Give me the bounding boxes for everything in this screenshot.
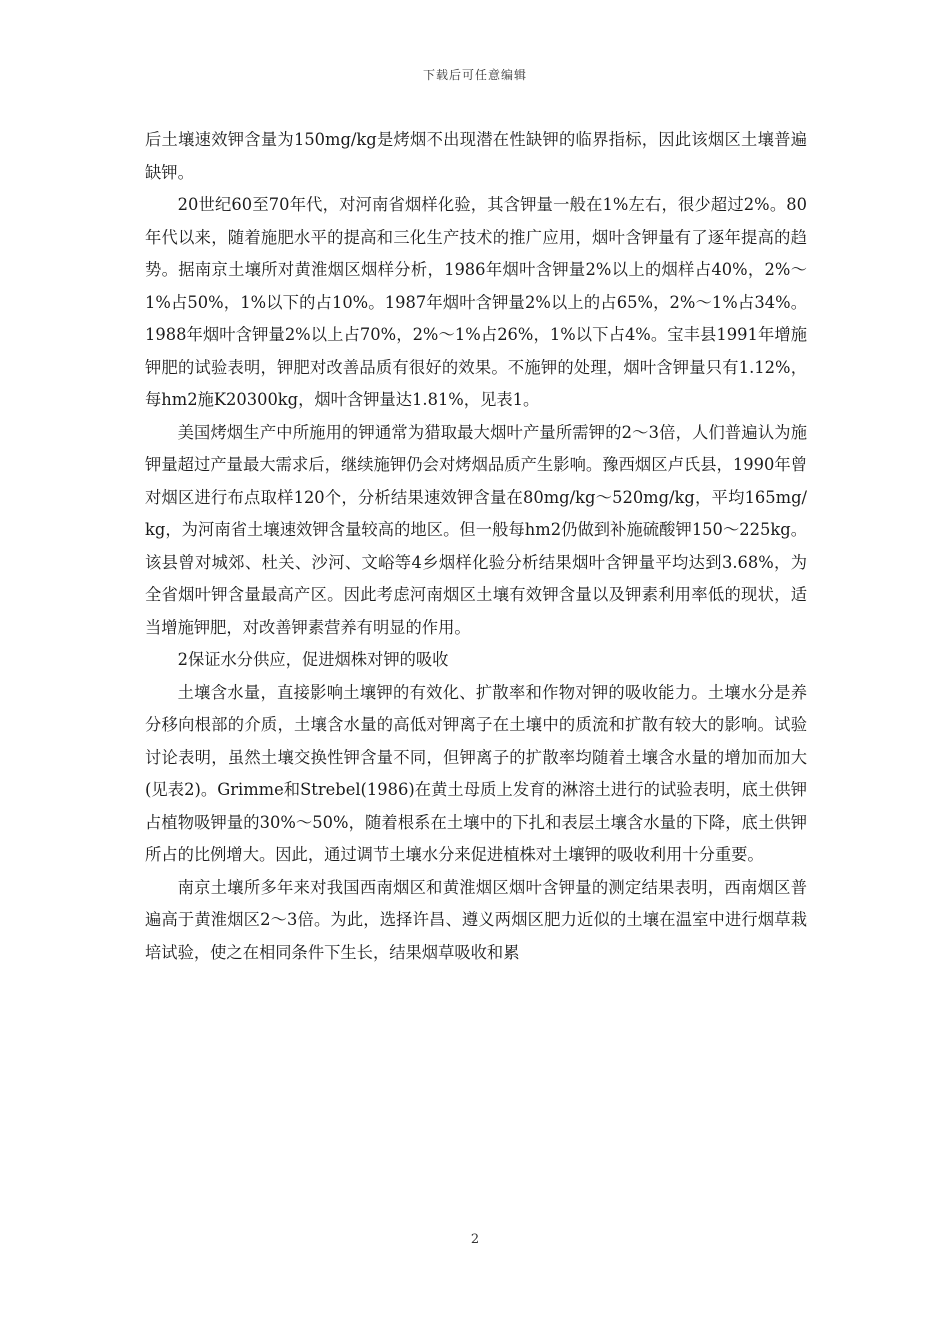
section-heading: 2保证水分供应，促进烟株对钾的吸收	[177, 650, 449, 669]
paragraph-5: 南京土壤所多年来对我国西南烟区和黄淮烟区烟叶含钾量的测定结果表明，西南烟区普遍高于黄淮烟区2～3倍。为此，选择许昌、遵义两烟区肥力近似的土壤在温室中进行烟草栽培试验，使之在相同条件下生长，结果烟草吸收和累	[145, 877, 807, 962]
paragraph-3: 美国烤烟生产中所施用的钾通常为猎取最大烟叶产量所需钾的2～3倍，人们普遍认为施钾量超过产量最大需求后，继续施钾仍会对烤烟品质产生影响。豫西烟区卢氏县，1990年曾对烟区进行布点取样120个，分析结果速效钾含量在80mg/kg～520mg/kg，平均165mg/kg，为河南省土壤速效钾含量较高的地区。但一般每hm2仍做到补施硫酸钾150～225kg。该县曾对城郊、杜关、沙河、文峪等4乡烟样化验分析结果烟叶含钾量平均达到3.68%，为全省烟叶钾含量最高产区。因此考虑河南烟区土壤有效钾含量以及钾素利用率低的现状，适当增施钾肥，对改善钾素营养有明显的作用。	[145, 422, 807, 637]
paragraph-1: 后土壤速效钾含量为150mg/kg是烤烟不出现潜在性缺钾的临界指标，因此该烟区土壤普遍缺钾。	[145, 130, 807, 182]
paragraph-4: 土壤含水量，直接影响土壤钾的有效化、扩散率和作物对钾的吸收能力。土壤水分是养分移向根部的介质，土壤含水量的高低对钾离子在土壤中的质流和扩散有较大的影响。试验讨论表明，虽然土壤交换性钾含量不同，但钾离子的扩散率均随着土壤含水量的增加而加大(见表2)。Grimme和Strebel(1986)在黄土母质上发育的淋溶土进行的试验表明，底土供钾占植物吸钾量的30%～50%，随着根系在土壤中的下扎和表层土壤含水量的下降，底土供钾所占的比例增大。因此，通过调节土壤水分来促进植株对土壤钾的吸收利用十分重要。	[145, 682, 807, 864]
page-number: 2	[470, 1232, 480, 1247]
page-header: 下载后可任意编辑	[422, 68, 527, 82]
paragraph-2: 20世纪60至70年代，对河南省烟样化验，其含钾量一般在1%左右，很少超过2%。80年代以来，随着施肥水平的提高和三化生产技术的推广应用，烟叶含钾量有了逐年提高的趋势。据南京土壤所对黄淮烟区烟样分析，1986年烟叶含钾量2%以上的烟样占40%，2%～1%占50%，1%以下的占10%。1987年烟叶含钾量2%以上的占65%，2%～1%占34%。1988年烟叶含钾量2%以上占70%，2%～1%占26%，1%以下占4%。宝丰县1991年增施钾肥的试验表明，钾肥对改善品质有很好的效果。不施钾的处理，烟叶含钾量只有1.12%，每hm2施K20300kg，烟叶含钾量达1.81%，见表1。	[145, 195, 807, 409]
document-body	[145, 124, 807, 969]
